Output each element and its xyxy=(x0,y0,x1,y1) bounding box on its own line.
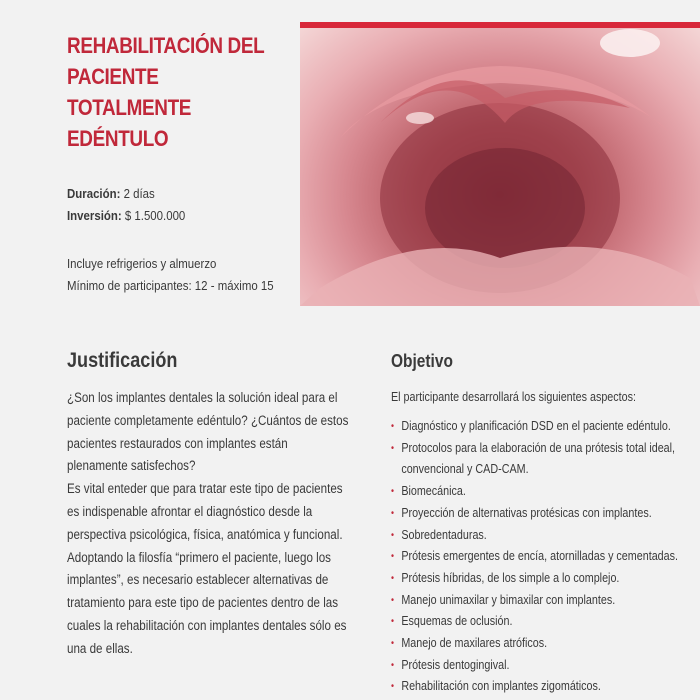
objetivo-item-text: Diagnóstico y planificación DSD en el paciente edéntulo. xyxy=(401,419,671,433)
objetivo-list xyxy=(391,416,678,698)
objetivo-item xyxy=(391,568,678,590)
objetivo-intro: El participante desarrollará los siguientes aspectos: xyxy=(391,390,637,404)
objetivo-item-text: Prótesis dentogingival. xyxy=(401,657,510,672)
objetivo-item xyxy=(391,503,678,525)
objetivo-item-text: Manejo unimaxilar y bimaxilar con implantes. xyxy=(401,592,616,607)
objetivo-item xyxy=(391,438,678,460)
objetivo-item xyxy=(391,655,678,677)
bullet-icon: • xyxy=(391,572,395,584)
objetivo-item-text: Protocolos para la elaboración de una prótesis total ideal, xyxy=(401,440,676,455)
objetivo-item-text: Proyección de alternativas protésicas con implantes. xyxy=(401,505,652,520)
justificacion-paragraph: ¿Son los implantes dentales la solución ideal para el paciente completamente edéntulo? ¿Cuántos de estos pacientes restaurados con implantes están plenamente satisfechos? xyxy=(67,390,349,474)
objetivo-heading: Objetivo xyxy=(391,351,453,371)
duration-label: Duración: xyxy=(67,186,121,201)
title-line: EDÉNTULO xyxy=(67,126,169,151)
investment-value: $ 1.500.000 xyxy=(124,208,186,223)
bullet-icon: • xyxy=(391,659,395,671)
bullet-icon: • xyxy=(391,551,395,563)
objetivo-item xyxy=(391,416,678,438)
bullet-icon: • xyxy=(391,529,395,541)
bullet-icon: • xyxy=(391,421,395,432)
bullet-icon: • xyxy=(391,486,395,498)
objetivo-item-text: Sobredentaduras. xyxy=(401,527,487,542)
course-extras xyxy=(67,253,274,297)
bullet-icon: • xyxy=(391,616,395,628)
justificacion-paragraph: Es vital enteder que para tratar este tipo de pacientes es indispenable afrontar el diagnóstico desde la perspectiva psicológica, física, anatómica y funcional. xyxy=(67,481,343,542)
title-line: PACIENTE TOTALMENTE xyxy=(67,64,192,120)
duration-row xyxy=(67,183,185,205)
objetivo-item-text: Prótesis híbridas, de los simple a lo complejo. xyxy=(401,570,620,585)
page-title xyxy=(67,30,265,154)
edentulous-mouth-photo xyxy=(300,28,700,306)
objetivo-item xyxy=(391,546,678,568)
objetivo-item xyxy=(391,525,678,547)
objetivo-item xyxy=(391,611,678,633)
investment-label: Inversión: xyxy=(67,208,122,223)
bullet-icon: • xyxy=(391,507,395,519)
objetivo-item xyxy=(391,481,678,503)
objetivo-item-text: Biomecánica. xyxy=(401,484,466,499)
justificacion-heading: Justificación xyxy=(67,349,178,372)
title-line: REHABILITACIÓN DEL xyxy=(67,33,265,58)
course-info xyxy=(67,183,185,227)
objetivo-item-text: Prótesis emergentes de encía, atornilladas y cementadas. xyxy=(401,549,678,564)
objetivo-item xyxy=(391,590,678,612)
objetivo-item xyxy=(391,459,678,481)
objetivo-item-text: Esquemas de oclusión. xyxy=(401,614,513,629)
objetivo-item-text: Rehabilitación con implantes zigomáticos. xyxy=(401,679,601,694)
justificacion-body xyxy=(67,387,351,661)
justificacion-paragraph: Adoptando la filosfía “primero el paciente, luego los implantes”, es necesario establecer alternativas de tratamiento para este tipo de pacientes dentro de las cuales la rehabilitación con implantes dentales sólo es una de ellas. xyxy=(67,549,347,656)
objetivo-item-text: convencional y CAD-CAM. xyxy=(401,462,529,477)
participants-text: Mínimo de participantes: 12 - máximo 15 xyxy=(67,278,274,293)
objetivo-item xyxy=(391,676,678,698)
bullet-icon: • xyxy=(391,638,395,650)
duration-value: 2 días xyxy=(123,186,155,201)
investment-row xyxy=(67,205,185,227)
bullet-icon: • xyxy=(391,442,395,454)
includes-text: Incluye refrigerios y almuerzo xyxy=(67,256,217,271)
objetivo-item-text: Manejo de maxilares atróficos. xyxy=(401,636,548,651)
bullet-icon: • xyxy=(391,681,395,693)
objetivo-item xyxy=(391,633,678,655)
bullet-icon: • xyxy=(391,594,395,606)
